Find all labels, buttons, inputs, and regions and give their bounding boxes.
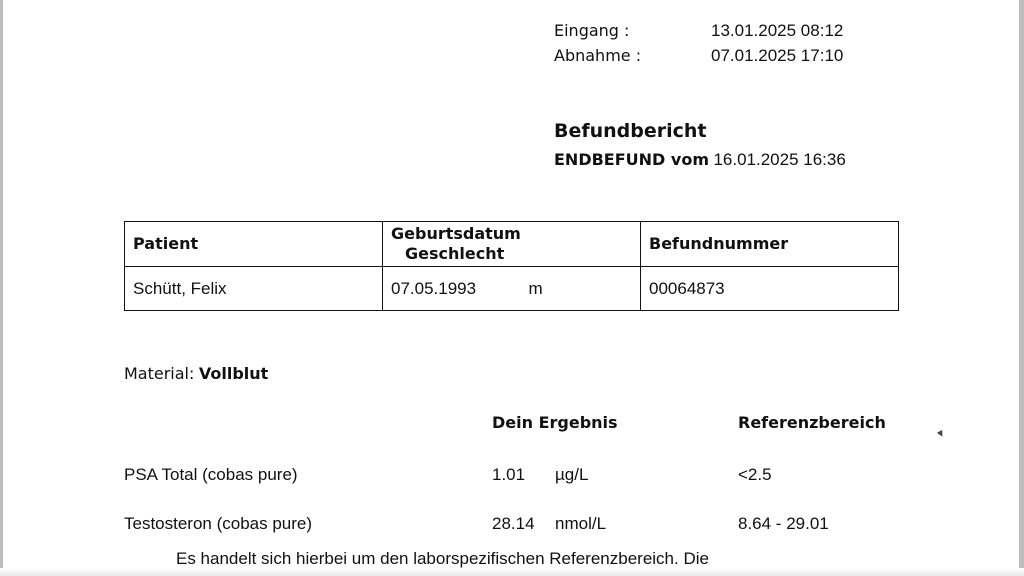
patient-geschlecht: m: [528, 278, 543, 298]
patient-befundnummer: 00064873: [649, 278, 725, 298]
patient-table: [124, 221, 899, 311]
page-edge-right: [1019, 0, 1024, 576]
reference-note: Es handelt sich hierbei um den laborspezifischen Referenzbereich. Die: [176, 549, 709, 568]
header-cell-birth-gender: [383, 222, 641, 267]
result-value: 1.01: [492, 465, 526, 484]
eingang-label: Eingang :: [554, 21, 630, 40]
header-cell-befundnummer: [641, 222, 899, 267]
result-name: Testosteron (cobas pure): [124, 514, 313, 533]
result-unit: µg/L: [555, 465, 589, 484]
header-geburtsdatum: Geburtsdatum: [391, 224, 521, 243]
material-value: Vollblut: [198, 364, 269, 383]
material-line: [124, 364, 268, 384]
patient-table-header: [125, 222, 899, 267]
eingang-value: 13.01.2025 08:12: [711, 21, 844, 40]
abnahme-label: Abnahme :: [554, 46, 642, 65]
report-status-label: ENDBEFUND vom: [554, 150, 709, 169]
patient-table-row: [125, 267, 899, 311]
report-status: [554, 150, 846, 170]
header-befundnummer: Befundnummer: [649, 234, 789, 253]
material-label: Material:: [124, 364, 195, 383]
cell-befundnummer: [641, 267, 899, 311]
header-cell-patient: [125, 222, 383, 267]
abnahme-value: 07.01.2025 17:10: [711, 46, 844, 65]
bottom-fade: [0, 568, 1024, 576]
cell-patient: [125, 267, 383, 311]
result-value: 28.14: [492, 514, 535, 533]
result-name: PSA Total (cobas pure): [124, 465, 298, 484]
result-reference: 8.64 - 29.01: [738, 514, 829, 533]
patient-name: Schütt, Felix: [133, 278, 227, 298]
result-reference: <2.5: [738, 465, 772, 484]
report-title: Befundbericht: [554, 120, 707, 142]
mouse-cursor-icon: [937, 430, 945, 438]
results-col-result: Dein Ergebnis: [492, 413, 618, 432]
header-patient: Patient: [133, 234, 199, 253]
header-geschlecht: Geschlecht: [405, 244, 505, 263]
result-unit: nmol/L: [555, 514, 607, 533]
report-status-date: 16.01.2025 16:36: [713, 150, 846, 169]
cell-birth-gender: [383, 267, 641, 311]
patient-geburtsdatum: 07.05.1993: [391, 278, 477, 298]
page-edge-left: [0, 0, 3, 576]
results-col-reference: Referenzbereich: [738, 413, 886, 432]
